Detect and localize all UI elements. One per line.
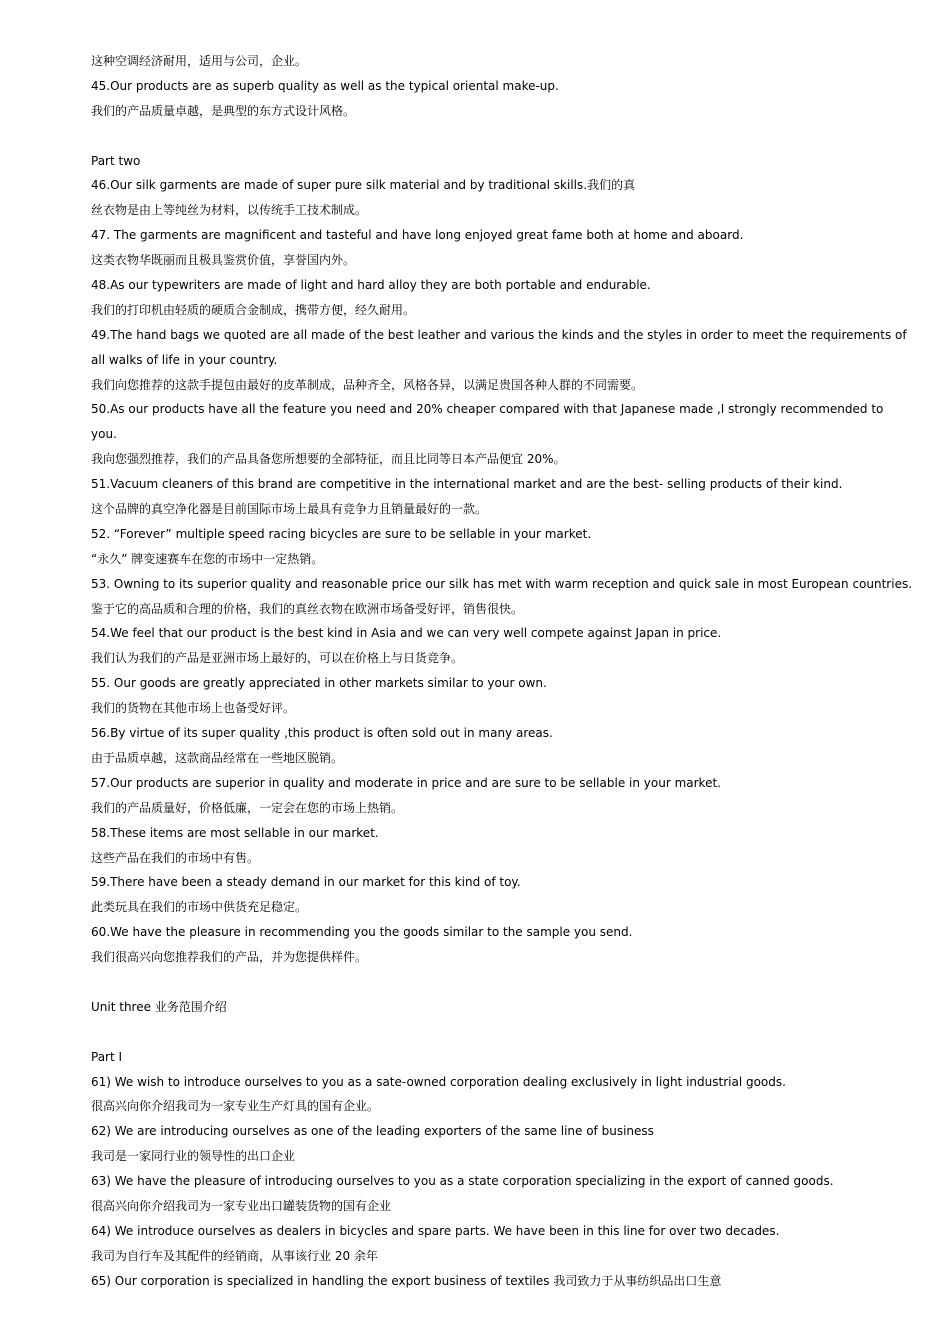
text-line: 我们的货物在其他市场上也备受好评。 [91,701,296,716]
text-line: you. [91,427,117,442]
text-line: 62) We are introducing ourselves as one of the leading exporters of the same line of business [91,1124,654,1139]
text-line: 64) We introduce ourselves as dealers in bicycles and spare parts. We have been in this line for over two decades. [91,1223,780,1238]
text-line: 这些产品在我们的市场中有售。 [91,850,260,865]
text-line: 鉴于它的高品质和合理的价格，我们的真丝衣物在欧洲市场备受好评，销售很快。 [91,601,524,616]
text-line: 56.By virtue of its super quality ,this product is often sold out in many areas. [91,726,553,741]
text-line: 我们向您推荐的这款手提包由最好的皮革制成，品种齐全，风格各异，以满足贵国各种人群的不同需要。 [91,377,644,392]
text-line: 60.We have the pleasure in recommending you the goods similar to the sample you send. [91,925,633,940]
text-line: 我向您强烈推荐，我们的产品具备您所想要的全部特征，而且比同等日本产品便宜 20%。 [91,452,566,467]
text-line: 45.Our products are as superb quality as well as the typical oriental make-up. [91,78,559,93]
text-line: 48.As our typewriters are made of light and hard alloy they are both portable and endurable. [91,278,651,293]
text-line: 58.These items are most sellable in our market. [91,825,379,840]
blank-line [91,124,871,149]
text-line: 我们认为我们的产品是亚洲市场上最好的，可以在价格上与日货竞争。 [91,651,464,666]
text-line: 46.Our silk garments are made of super pure silk material and by traditional skills.我们的真 [91,178,636,193]
text-line: 61) We wish to introduce ourselves to you as a sate-owned corporation dealing exclusively in light industrial goods. [91,1074,786,1089]
text-line: 51.Vacuum cleaners of this brand are competitive in the international market and are the best- selling products of their kind. [91,477,843,492]
text-line: 我们的产品质量好，价格低廉，一定会在您的市场上热销。 [91,800,404,815]
text-line: 50.As our products have all the feature you need and 20% cheaper compared with that Japanese made ,I strongly recommended to [91,402,884,417]
section-heading: Part I [91,1049,123,1064]
text-line: 此类玩具在我们的市场中供货充足稳定。 [91,900,308,915]
section-heading: Unit three 业务范围介绍 [91,999,227,1014]
text-line: 我司为自行车及其配件的经销商，从事该行业 20 余年 [91,1248,378,1263]
text-line: 55. Our goods are greatly appreciated in other markets similar to your own. [91,676,547,691]
text-line: 54.We feel that our product is the best kind in Asia and we can very well compete against Japan in price. [91,626,722,641]
text-line: 丝衣物是由上等纯丝为材料，以传统手工技术制成。 [91,203,368,218]
text-line: 我们的产品质量卓越，是典型的东方式设计风格。 [91,103,356,118]
text-line: 59.There have been a steady demand in our market for this kind of toy. [91,875,521,890]
text-line: 47. The garments are magnificent and tasteful and have long enjoyed great fame both at home and aboard. [91,228,744,243]
text-line: 63) We have the pleasure of introducing ourselves to you as a state corporation specializing in the export of canned goods. [91,1174,834,1189]
text-line: 57.Our products are superior in quality and moderate in price and are sure to be sellable in your market. [91,775,721,790]
text-line: 52. “Forever” multiple speed racing bicycles are sure to be sellable in your market. [91,526,592,541]
text-line: 这种空调经济耐用，适用与公司，企业。 [91,54,308,68]
section-heading: Part two [91,153,141,168]
text-line: “永久” 牌变速赛车在您的市场中一定热销。 [91,551,324,566]
text-line: 这类衣物华既丽而且极具鉴赏价值，享誉国内外。 [91,253,356,268]
text-line: 由于品质卓越，这款商品经常在一些地区脱销。 [91,750,344,765]
text-line: 这个品牌的真空净化器是目前国际市场上最具有竞争力且销量最好的一款。 [91,502,488,517]
blank-line [91,1020,871,1045]
blank-line [91,970,871,995]
text-line: 我司是一家同行业的领导性的出口企业 [91,1149,296,1164]
text-line: 65) Our corporation is specialized in handling the export business of textiles 我司致力于从事纺织品出口生意 [91,1273,722,1288]
document-page [91,49,913,1294]
text-line: 我们的打印机由轻质的硬质合金制成，携带方便，经久耐用。 [91,302,416,317]
text-line: 53. Owning to its superior quality and reasonable price our silk has met with warm reception and quick sale in most European countries. [91,576,913,591]
text-line: all walks of life in your country. [91,352,278,367]
text-line: 49.The hand bags we quoted are all made of the best leather and various the kinds and the styles in order to meet the requirements of [91,327,907,342]
text-line: 我们很高兴向您推荐我们的产品，并为您提供样件。 [91,950,368,965]
text-line: 很高兴向你介绍我司为一家专业生产灯具的国有企业。 [91,1099,380,1114]
text-line: 很高兴向你介绍我司为一家专业出口罐装货物的国有企业 [91,1198,392,1213]
